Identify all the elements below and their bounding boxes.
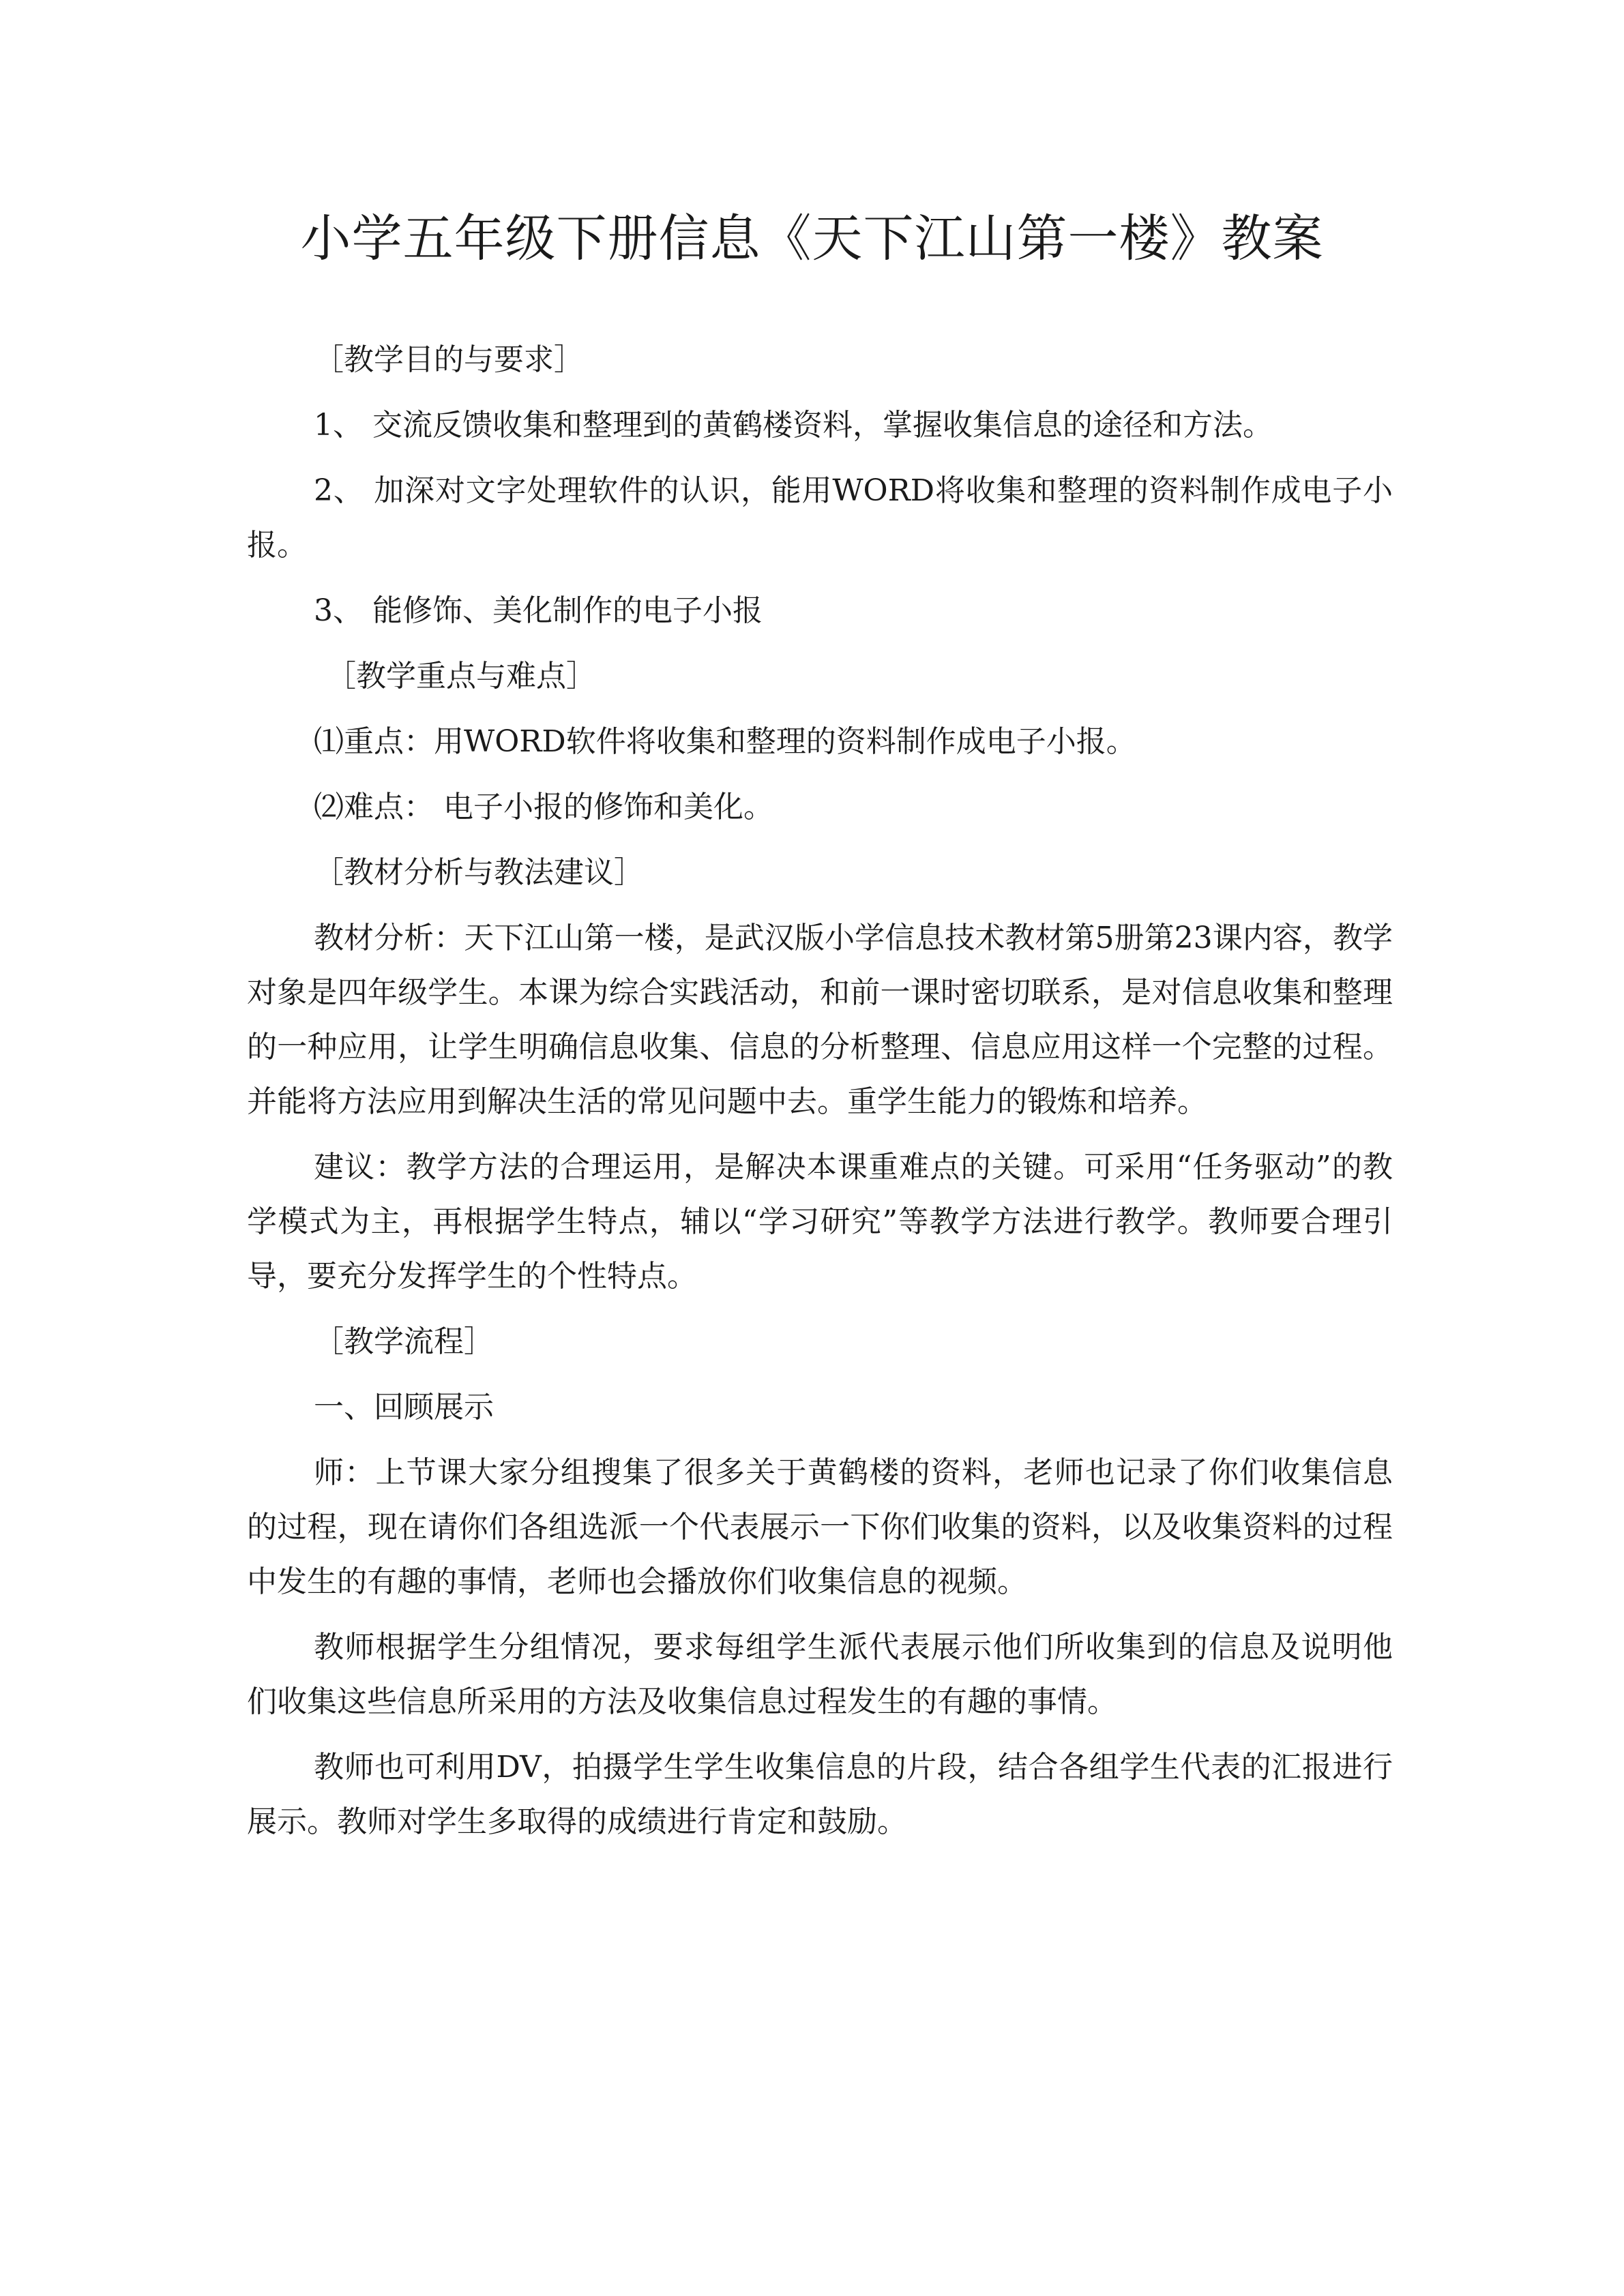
document-title: 小学五年级下册信息《天下江山第一楼》教案 <box>300 209 1324 268</box>
key-point-item: ⑴重点：用WORD软件将收集和整理的资料制作成电子小报。 <box>314 724 1136 759</box>
section-heading-objectives: ［教学目的与要求］ <box>314 342 584 377</box>
step-heading-review: 一、回顾展示 <box>314 1390 494 1425</box>
section-heading-teaching-process: ［教学流程］ <box>314 1324 494 1359</box>
objective-item-3: 3、 能修饰、美化制作的电子小报 <box>314 593 763 628</box>
suggestion-paragraph: 建议：教学方法的合理运用，是解决本课重难点的关键。可采用“任务驱动”的教学模式为主，再根据学生特点，辅以“学习研究”等教学方法进行教学。教师要合理引导，要充分发挥学生的个性特点。 <box>247 1150 1393 1294</box>
teacher-dv-paragraph: 教师也可利用DV，拍摄学生学生收集信息的片段，结合各组学生代表的汇报进行展示。教师对学生多取得的成绩进行肯定和鼓励。 <box>247 1750 1393 1839</box>
objective-item-1: 1、 交流反馈收集和整理到的黄鹤楼资料，掌握收集信息的途径和方法。 <box>314 408 1273 443</box>
teacher-speech-paragraph: 师：上节课大家分组搜集了很多关于黄鹤楼的资料，老师也记录了你们收集信息的过程，现在请你们各组选派一个代表展示一下你们收集的资料，以及收集资料的过程中发生的有趣的事情，老师也会播放你们收集信息的视频。 <box>247 1455 1393 1599</box>
document-body <box>247 333 1393 1860</box>
difficulty-item: ⑵难点： 电子小报的修饰和美化。 <box>314 790 773 824</box>
section-heading-material-analysis: ［教材分析与教法建议］ <box>314 855 644 890</box>
section-heading-key-points: ［教学重点与难点］ <box>326 659 596 694</box>
material-analysis-paragraph: 教材分析：天下江山第一楼，是武汉版小学信息技术教材第5册第23课内容，教学对象是四年级学生。本课为综合实践活动，和前一课时密切联系，是对信息收集和整理的一种应用，让学生明确信息收集、信息的分析整理、信息应用这样一个完整的过程。并能将方法应用到解决生活的常见问题中去。重学生能力的锻炼和培养。 <box>247 921 1393 1119</box>
objective-item-2: 2、 加深对文字处理软件的认识，能用WORD将收集和整理的资料制作成电子小报。 <box>247 473 1393 563</box>
teacher-instruction-paragraph: 教师根据学生分组情况，要求每组学生派代表展示他们所收集到的信息及说明他们收集这些信息所采用的方法及收集信息过程发生的有趣的事情。 <box>247 1630 1393 1719</box>
